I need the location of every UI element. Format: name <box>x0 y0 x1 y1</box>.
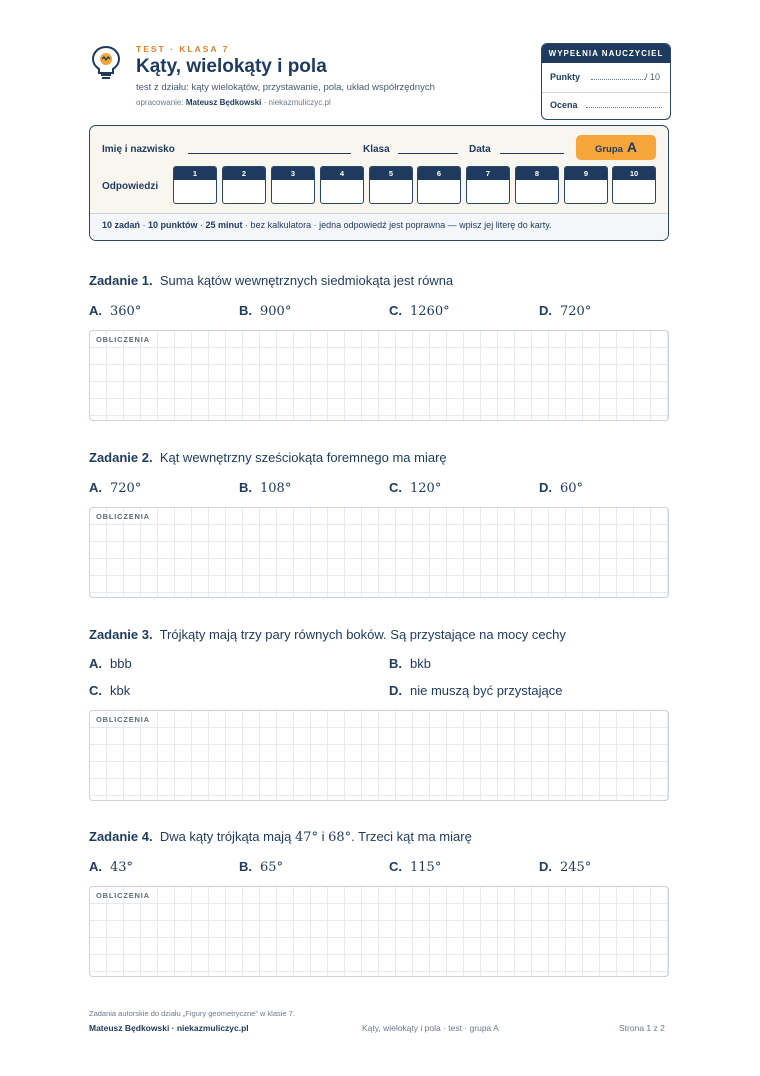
option-value: 60° <box>560 481 584 496</box>
footer-author: Mateusz Będkowski · niekazmuliczyc.pl <box>89 1023 249 1033</box>
lightbulb-logo-icon <box>90 44 122 80</box>
calc-label: OBLICZENIA <box>96 715 150 724</box>
task-1-option-c[interactable] <box>389 303 450 319</box>
task-angle: 68° <box>328 830 352 845</box>
task-3-option-b[interactable] <box>389 656 431 671</box>
task-1-question <box>89 273 453 288</box>
task-4-option-c[interactable] <box>389 859 441 875</box>
name-label: Imię i nazwisko <box>102 144 175 155</box>
answer-cell-number: 6 <box>418 167 460 180</box>
option-letter: C. <box>389 303 402 318</box>
answer-cell-number: 3 <box>272 167 314 180</box>
option-value: 65° <box>260 860 284 875</box>
option-value: 245° <box>560 860 592 875</box>
task-text: i <box>321 829 325 844</box>
option-value: 43° <box>110 860 134 875</box>
page-number: Strona 1 z 2 <box>619 1023 665 1033</box>
option-value: 720° <box>560 304 592 319</box>
rules-time: 25 minut <box>205 220 243 230</box>
author-name: Mateusz Będkowski <box>185 98 262 107</box>
option-letter: A. <box>89 480 102 495</box>
option-letter: A. <box>89 656 102 671</box>
answer-cell-number: 4 <box>321 167 363 180</box>
rules-sep: · <box>140 220 149 230</box>
option-letter: C. <box>389 480 402 495</box>
group-label: Grupa <box>594 144 623 155</box>
answers-label: Odpowiedzi <box>102 181 159 192</box>
answer-cell-number: 9 <box>565 167 607 180</box>
group-value: A <box>626 139 638 155</box>
answer-cell[interactable] <box>369 166 413 204</box>
task-text: Dwa kąty trójkąta mają <box>159 829 292 844</box>
rules-tasks: 10 zadań <box>102 220 141 230</box>
option-letter: B. <box>239 859 252 874</box>
author-site: · niekazmuliczyc.pl <box>261 98 331 107</box>
grade-row <box>550 100 662 110</box>
option-letter: C. <box>89 683 102 698</box>
answer-cell[interactable] <box>466 166 510 204</box>
option-value: 1260° <box>410 304 450 319</box>
answer-cell-number: 1 <box>174 167 216 180</box>
task-1-option-a[interactable] <box>89 303 141 319</box>
option-letter: C. <box>389 859 402 874</box>
grade-label: Ocena <box>550 100 578 110</box>
teacher-box-heading: WYPEŁNIA NAUCZYCIEL <box>542 44 670 63</box>
class-field[interactable] <box>398 153 458 154</box>
option-letter: D. <box>539 480 552 495</box>
calc-label: OBLICZENIA <box>96 512 150 521</box>
group-badge <box>576 135 656 160</box>
task-number: Zadanie 3. <box>89 627 153 642</box>
answer-cell-number: 8 <box>516 167 558 180</box>
task-4-calc-area[interactable] <box>89 886 669 977</box>
option-value: bkb <box>410 656 431 671</box>
date-field[interactable] <box>500 153 564 154</box>
task-number: Zadanie 2. <box>89 450 153 465</box>
answer-cell[interactable] <box>173 166 217 204</box>
answer-cell[interactable] <box>320 166 364 204</box>
calc-label: OBLICZENIA <box>96 891 150 900</box>
calc-label: OBLICZENIA <box>96 335 150 344</box>
page-title: Kąty, wielokąty i pola <box>136 56 327 77</box>
option-letter: D. <box>389 683 402 698</box>
task-2-option-b[interactable] <box>239 480 291 496</box>
option-value: 108° <box>260 481 292 496</box>
option-letter: B. <box>239 303 252 318</box>
task-text: Suma kątów wewnętrznych siedmiokąta jest równa <box>159 273 454 288</box>
task-4-option-b[interactable] <box>239 859 283 875</box>
option-letter: A. <box>89 303 102 318</box>
answer-cell[interactable] <box>222 166 266 204</box>
points-field[interactable] <box>591 79 645 80</box>
student-info-box <box>89 125 669 241</box>
page-subtitle: test z działu: kąty wielokątów, przystawanie, pola, układ współrzędnych <box>136 82 435 93</box>
task-2-calc-area[interactable] <box>89 507 669 598</box>
task-3-calc-area[interactable] <box>89 710 669 801</box>
option-value: 360° <box>110 304 142 319</box>
option-letter: A. <box>89 859 102 874</box>
points-label: Punkty <box>550 72 581 82</box>
answer-cell-number: 5 <box>370 167 412 180</box>
option-letter: B. <box>239 480 252 495</box>
task-4-question <box>89 829 472 845</box>
option-value: kbk <box>110 683 131 698</box>
date-label: Data <box>469 144 491 155</box>
task-3-option-a[interactable] <box>89 656 132 671</box>
task-text: . Trzeci kąt ma miarę <box>351 829 472 844</box>
answer-cell[interactable] <box>417 166 461 204</box>
answer-cell-number: 10 <box>613 167 655 180</box>
option-value: 120° <box>410 481 442 496</box>
answer-cell[interactable] <box>271 166 315 204</box>
class-label: Klasa <box>363 144 390 155</box>
name-field[interactable] <box>188 153 351 154</box>
task-2-option-a[interactable] <box>89 480 141 496</box>
teacher-box-divider <box>542 92 670 93</box>
task-number: Zadanie 1. <box>89 273 153 288</box>
answer-cell-number: 7 <box>467 167 509 180</box>
option-value: 720° <box>110 481 142 496</box>
task-4-option-d[interactable] <box>539 859 591 875</box>
answer-cell[interactable] <box>515 166 559 204</box>
option-value: bbb <box>110 656 132 671</box>
rules-points: 10 punktów <box>148 220 198 230</box>
task-3-option-d[interactable] <box>389 683 562 698</box>
task-4-option-a[interactable] <box>89 859 133 875</box>
task-2-option-d[interactable] <box>539 480 583 496</box>
task-3-question <box>89 627 566 642</box>
option-value: 115° <box>410 860 442 875</box>
author-line <box>136 98 331 107</box>
test-rules <box>90 213 668 240</box>
footer-note: Zadania autorskie do działu „Figury geometryczne” w klasie 7. <box>89 1009 295 1018</box>
option-value: 900° <box>260 304 292 319</box>
option-letter: D. <box>539 859 552 874</box>
task-text: Kąt wewnętrzny sześciokąta foremnego ma miarę <box>159 450 447 465</box>
task-1-option-d[interactable] <box>539 303 591 319</box>
answer-cell[interactable] <box>564 166 608 204</box>
task-3-option-c[interactable] <box>89 683 130 698</box>
author-prefix: opracowanie: <box>136 98 186 107</box>
points-row <box>550 72 662 82</box>
task-2-option-c[interactable] <box>389 480 441 496</box>
task-text: Trójkąty mają trzy pary równych boków. Są przystające na mocy cechy <box>159 627 566 642</box>
option-letter: B. <box>389 656 402 671</box>
task-number: Zadanie 4. <box>89 829 153 844</box>
footer-title: Kąty, wielokąty i pola · test · grupa A <box>362 1023 499 1033</box>
test-eyebrow: TEST · KLASA 7 <box>136 44 230 54</box>
rules-sep: · <box>197 220 206 230</box>
points-max: / 10 <box>644 72 660 82</box>
option-letter: D. <box>539 303 552 318</box>
task-angle: 47° <box>294 830 318 845</box>
task-1-option-b[interactable] <box>239 303 291 319</box>
task-2-question <box>89 450 447 465</box>
teacher-box <box>541 43 671 120</box>
answer-cell-number: 2 <box>223 167 265 180</box>
answer-cell[interactable] <box>612 166 656 204</box>
rules-text: · bez kalkulatora · jedna odpowiedź jest poprawna — wpisz jej literę do karty. <box>242 220 552 230</box>
option-value: nie muszą być przystające <box>410 683 563 698</box>
grade-field[interactable] <box>586 107 662 108</box>
task-1-calc-area[interactable] <box>89 330 669 421</box>
